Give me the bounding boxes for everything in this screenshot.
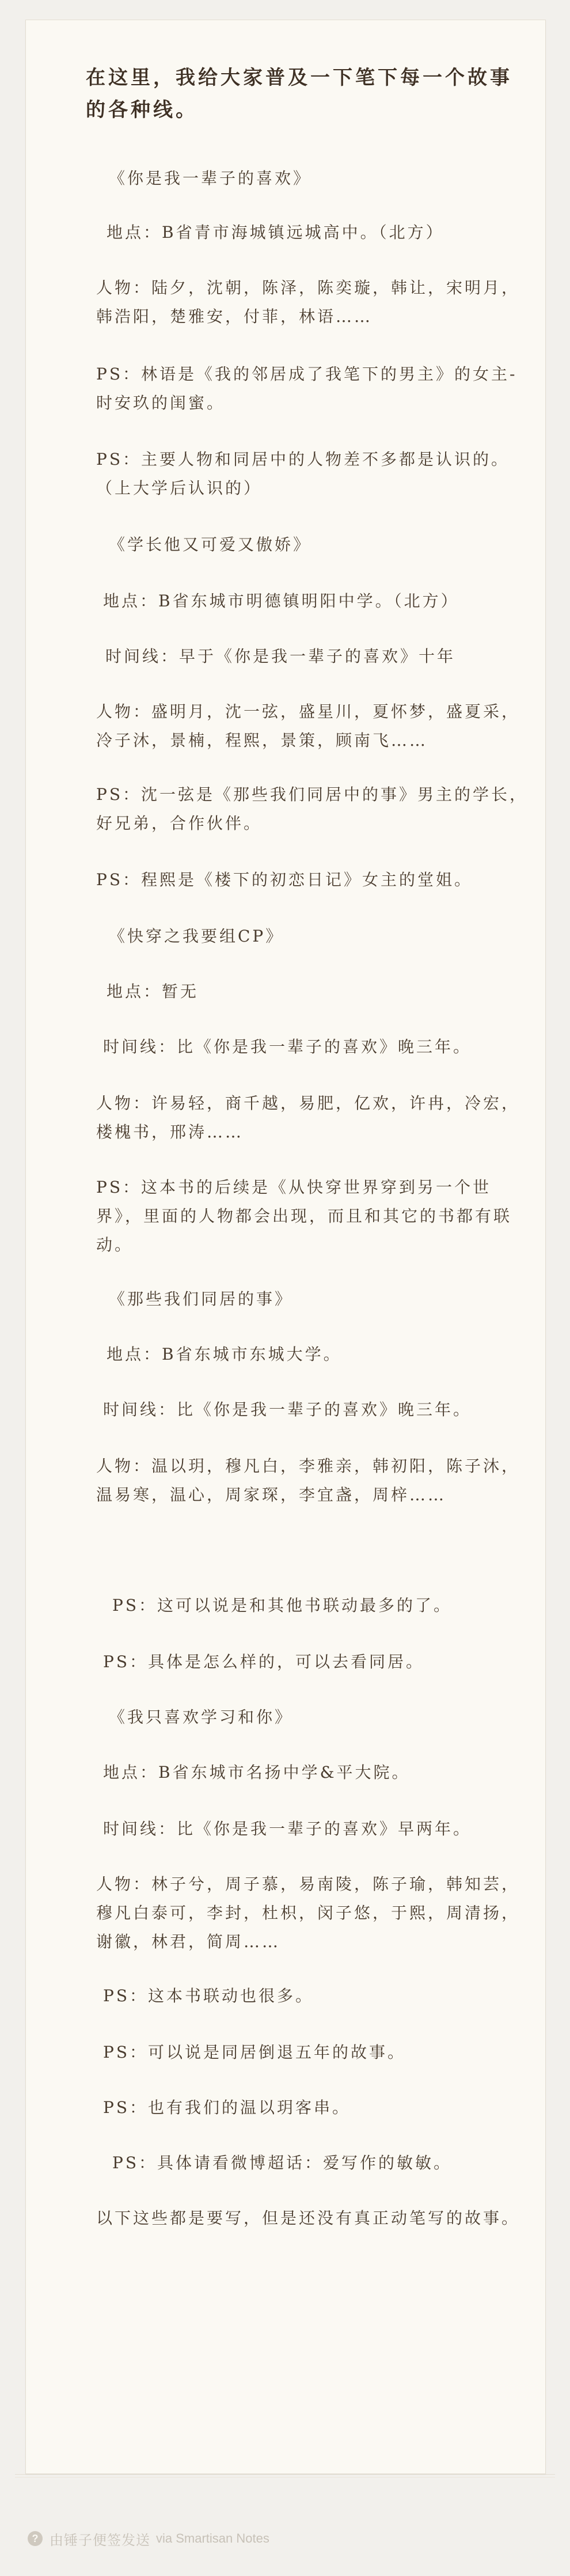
ps-note: PS：林语是《我的邻居成了我笔下的男主》的女主-时安玖的闺蜜。 — [96, 365, 518, 412]
ps-note: PS：也有我们的温以玥客串。 — [103, 2098, 351, 2117]
paper-stack-edge — [15, 2474, 555, 2478]
timeline-line: 时间线：比《你是我一辈子的喜欢》晚三年。 — [103, 1037, 472, 1056]
location-line: 地点：B省青市海城镇远城高中。（北方） — [107, 223, 444, 242]
timeline-line: 时间线：早于《你是我一辈子的喜欢》十年 — [105, 647, 456, 666]
ps-note: PS：这本书联动也很多。 — [103, 1986, 314, 2005]
book-title: 《快穿之我要组CP》 — [109, 927, 284, 946]
characters-line: 人物：陆夕，沈朝，陈泽，陈奕璇，韩让，宋明月，韩浩阳，楚雅安，付菲，林语…… — [96, 278, 520, 326]
location-line: 地点：B省东城市东城大学。 — [107, 1345, 342, 1364]
note-paper — [25, 20, 546, 2474]
characters-line: 人物：温以玥，穆凡白，李雅亲，韩初阳，陈子沐，温易寒，温心，周家琛，李宜盏，周梓…… — [96, 1456, 520, 1504]
location-line: 地点：B省东城市名扬中学&平大院。 — [103, 1763, 411, 1782]
characters-line: 人物：盛明月，沈一弦，盛星川，夏怀梦，盛夏采，冷子沐，景楠，程熙，景策，顾南飞…… — [96, 702, 520, 750]
ps-note: PS：沈一弦是《那些我们同居中的事》男主的学长，好兄弟，合作伙伴。 — [96, 785, 529, 833]
closing-line: 以下这些都是要写，但是还没有真正动笔写的故事。 — [96, 2209, 520, 2228]
characters-line: 人物：林子兮，周子慕，易南陵，陈子瑜，韩知芸，穆凡白泰可，李封，杜枳，闵子悠，于熙，周清扬，谢徽，林君，简周…… — [96, 1875, 520, 1951]
characters-line: 人物：许易轻，商千越，易肥，亿欢，许冉，冷宏，楼槐书，邢涛…… — [96, 1094, 520, 1141]
book-title: 《你是我一辈子的喜欢》 — [109, 169, 312, 188]
timeline-line: 时间线：比《你是我一辈子的喜欢》早两年。 — [103, 1819, 472, 1838]
book-title: 《那些我们同居的事》 — [109, 1289, 294, 1308]
timeline-line: 时间线：比《你是我一辈子的喜欢》晚三年。 — [103, 1400, 472, 1419]
ps-note: PS：可以说是同居倒退五年的故事。 — [103, 2043, 406, 2062]
footer-attribution — [28, 2529, 269, 2548]
ps-note: PS：程熙是《楼下的初恋日记》女主的堂姐。 — [96, 870, 473, 889]
ps-note: PS：这可以说是和其他书联动最多的了。 — [112, 1596, 453, 1615]
ps-note: PS：具体是怎么样的，可以去看同居。 — [103, 1652, 425, 1671]
ps-note: PS：具体请看微博超话：爱写作的敏敏。 — [112, 2153, 453, 2172]
smartisan-icon: ? — [28, 2531, 43, 2546]
ps-note: PS：这本书的后续是《从快穿世界穿到另一个世界》，里面的人物都会出现，而且和其它的书都有联动。 — [96, 1178, 512, 1254]
note-heading: 在这里，我给大家普及一下笔下每一个故事的各种线。 — [86, 66, 512, 122]
book-title: 《学长他又可爱又傲娇》 — [109, 535, 312, 554]
location-line: 地点：B省东城市明德镇明阳中学。（北方） — [103, 591, 459, 610]
book-title: 《我只喜欢学习和你》 — [109, 1708, 294, 1727]
ps-note: PS：主要人物和同居中的人物差不多都是认识的。（上大学后认识的） — [96, 450, 510, 498]
footer-app-label: 由锤子便签发送 — [50, 2532, 150, 2548]
location-line: 地点：暂无 — [107, 982, 199, 1001]
footer-via-label: via Smartisan Notes — [156, 2531, 269, 2545]
